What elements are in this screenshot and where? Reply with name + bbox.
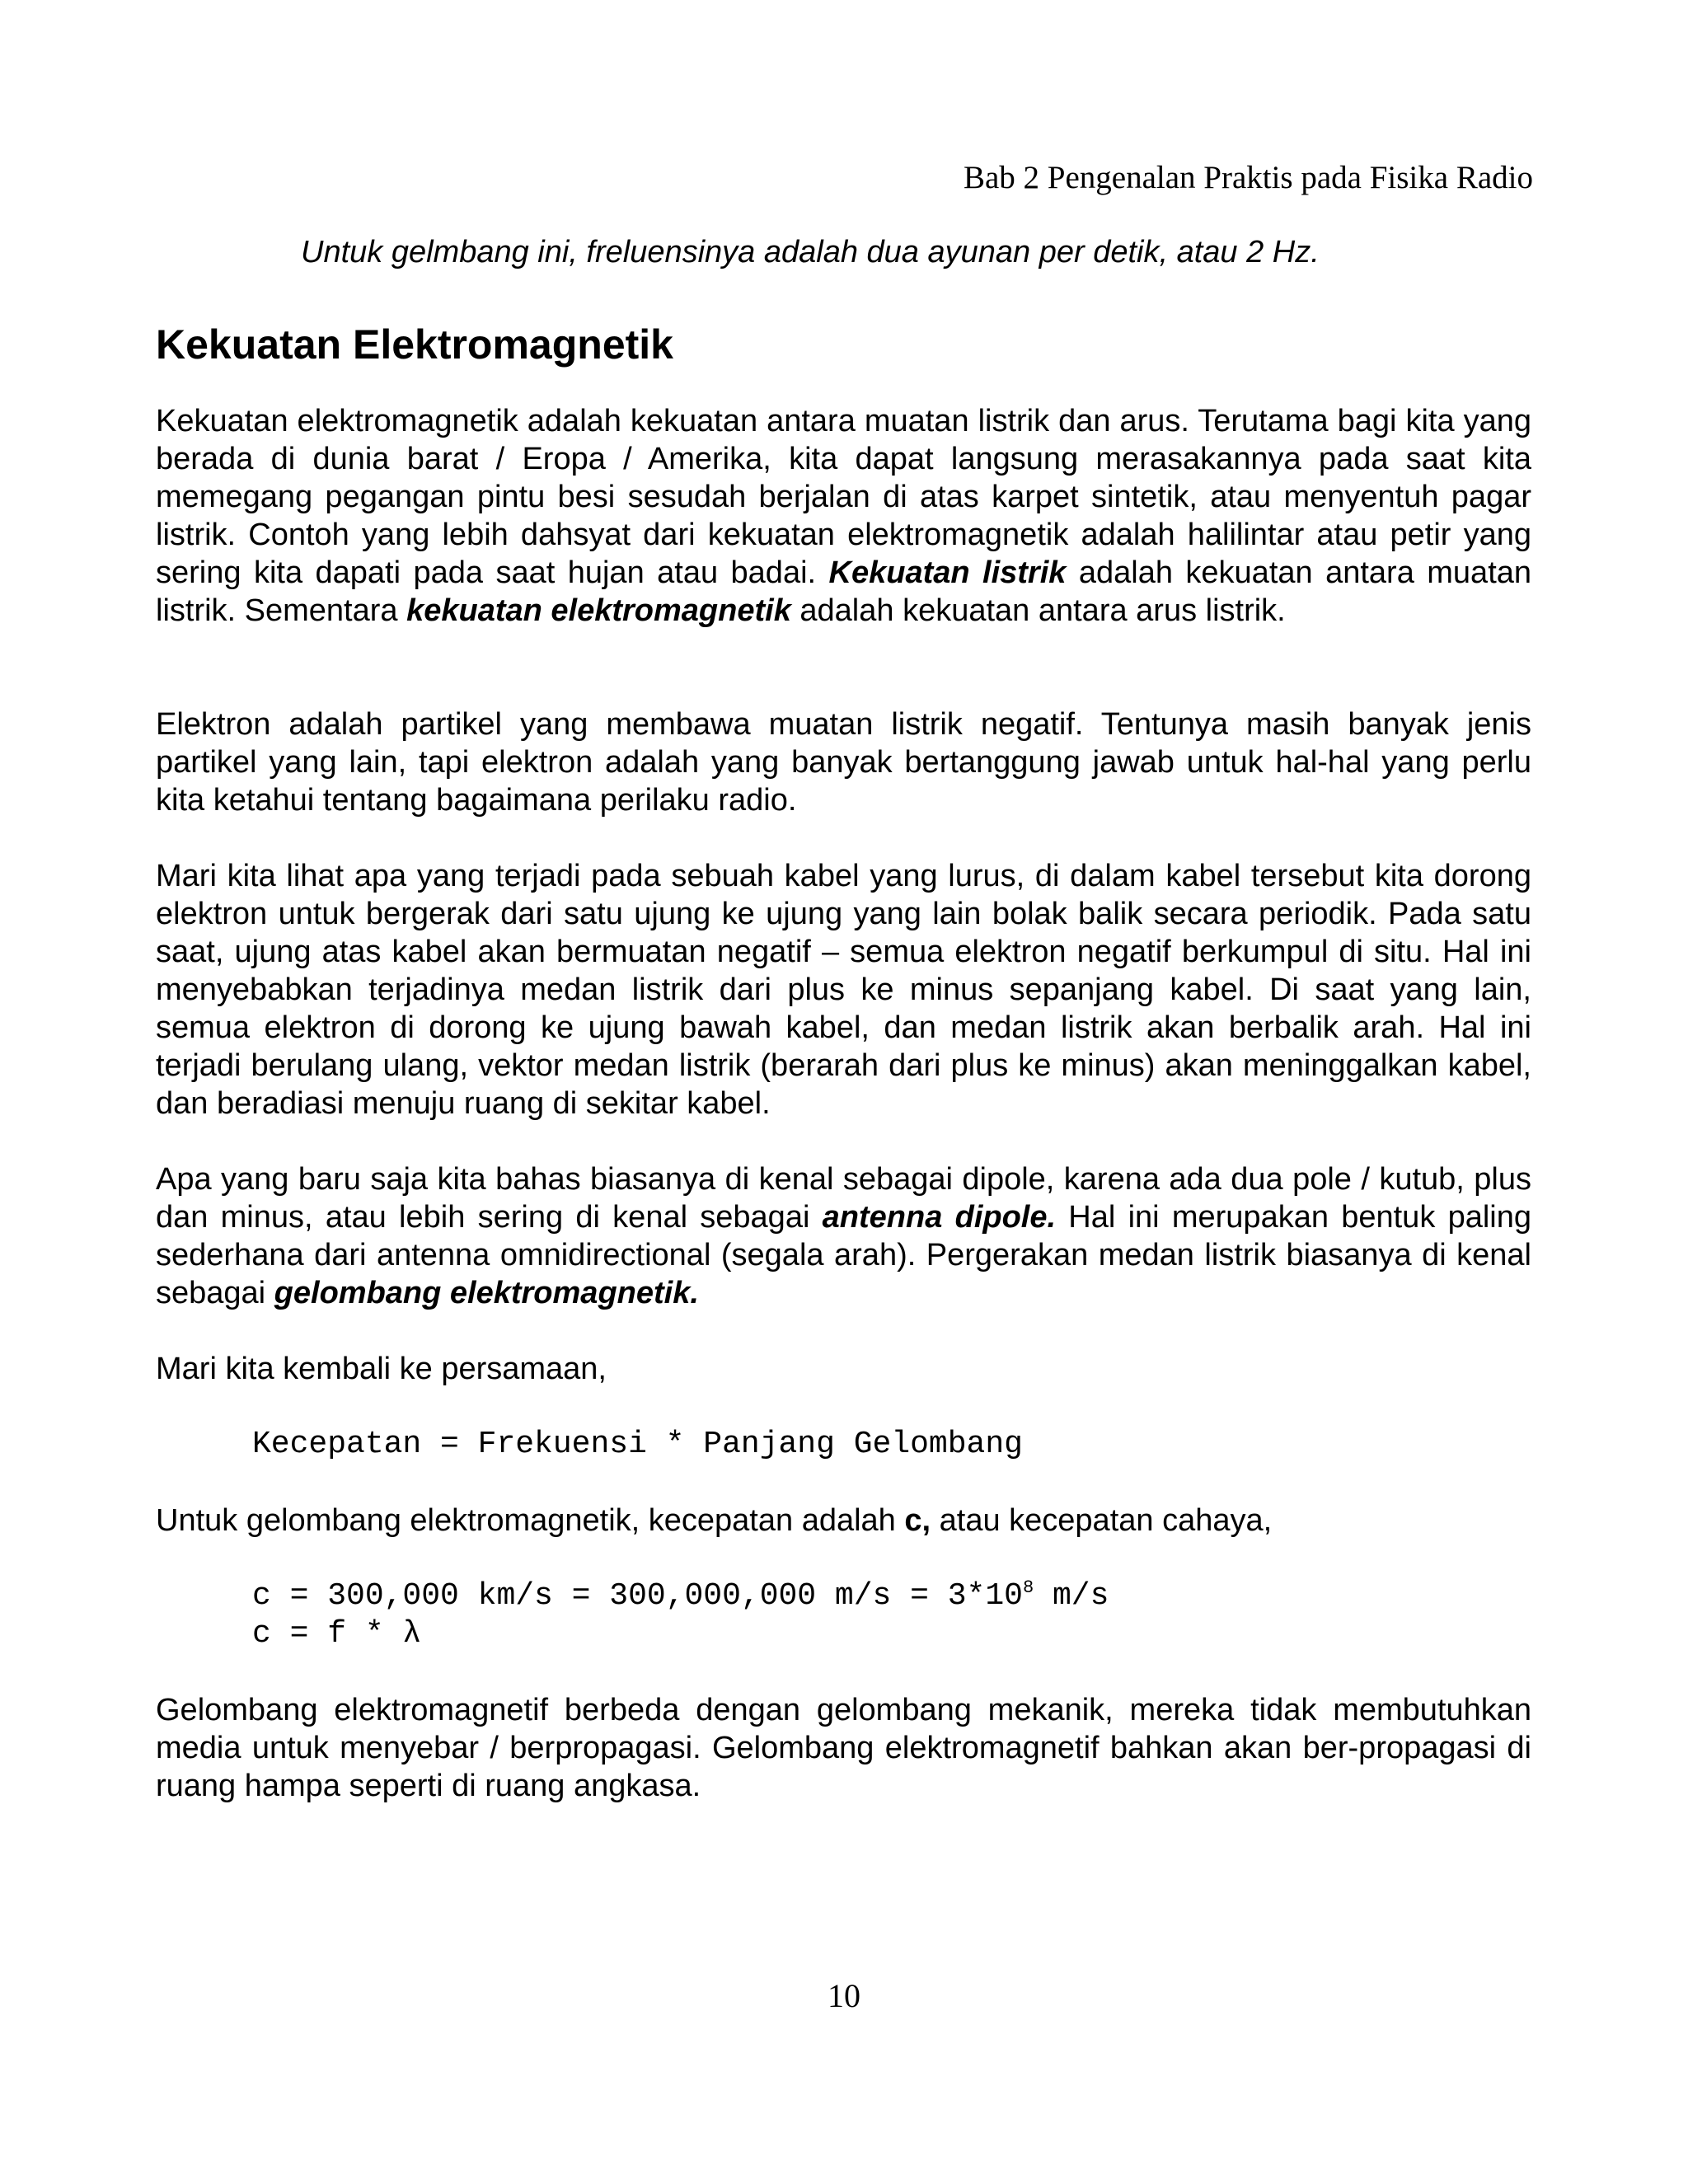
figure-caption: Untuk gelmbang ini, freluensinya adalah dua ayunan per detik, atau 2 Hz. <box>301 235 1320 269</box>
paragraph-light-speed <box>156 1502 1531 1540</box>
paragraph-dipole <box>156 1160 1531 1312</box>
emphasis-term: antenna dipole. <box>822 1200 1057 1235</box>
paragraph-text: Apa yang baru saja kita bahas biasanya di kenal sebagai dipole, karena ada dua pole / kutub, plus dan minus, atau lebih sering di kenal sebagai <box>156 1162 1531 1235</box>
paragraph-text: Hal ini merupakan bentuk paling sederhana dari antenna omnidirectional (segala arah). Pergerakan medan listrik biasanya di kenal sebagai <box>156 1200 1531 1310</box>
paragraph-electromagnetic-force <box>156 402 1531 630</box>
symbol-c: c, <box>904 1503 931 1538</box>
paragraph-electron: Elektron adalah partikel yang membawa muatan listrik negatif. Tentunya masih banyak jenis partikel yang lain, tapi elektron adalah yang banyak bertanggung jawab untuk hal-hal yang perlu kita ketahui tentang bagaimana perilaku radio. <box>156 707 1531 818</box>
equation-text: c = 300,000 km/s = 300,000,000 m/s = 3*10 <box>252 1578 1023 1614</box>
equation-exponent: 8 <box>1022 1577 1034 1598</box>
running-header: Bab 2 Pengenalan Praktis pada Fisika Radio <box>963 160 1533 195</box>
page-number: 10 <box>828 1977 860 2014</box>
paragraph-text: adalah kekuatan antara muatan listrik. Sementara <box>156 555 1532 628</box>
paragraph-text: atau kecepatan cahaya, <box>931 1503 1273 1538</box>
paragraph-wire-experiment: Mari kita lihat apa yang terjadi pada sebuah kabel yang lurus, di dalam kabel tersebut kita dorong elektron untuk bergerak dari satu ujung ke ujung yang lain bolak balik secara periodik. Pada satu saat, ujung atas kabel akan bermuatan negatif – semua elektron negatif berkumpul di situ. Hal ini menyebabkan terjadinya medan listrik dari plus ke minus sepanjang kabel. Di saat yang lain, semua elektron di dorong ke ujung bawah kabel, dan medan listrik akan berbalik arah. Hal ini terjadi berulang ulang, vektor medan listrik (berarah dari plus ke minus) akan meninggalkan kabel, dan beradiasi menuju ruang di sekitar kabel. <box>156 859 1531 1121</box>
paragraph-text: Untuk gelombang elektromagnetik, kecepatan adalah <box>156 1503 905 1538</box>
equation-wavelength: c = f * λ <box>252 1616 422 1652</box>
equation-light-speed <box>252 1577 1109 1615</box>
equation-speed: Kecepatan = Frekuensi * Panjang Gelombang <box>252 1427 1023 1462</box>
paragraph-em-vs-mechanical: Gelombang elektromagnetif berbeda dengan gelombang mekanik, mereka tidak membutuhkan media untuk menyebar / berpropagasi. Gelombang elektromagnetif bahkan akan ber-propagasi di ruang hampa seperti di ruang angkasa. <box>156 1693 1531 1803</box>
paragraph-text: Kekuatan elektromagnetik adalah kekuatan antara muatan listrik dan arus. Terutama bagi kita yang berada di dunia barat / Eropa / Amerika, kita dapat langsung merasakannya pada saat kita memegang pegangan pintu besi sesudah berjalan di atas karpet sintetik, atau menyentuh pagar listrik. Contoh yang lebih dahsyat dari kekuatan elektromagnetik adalah halilintar atau petir yang sering kita dapati pada saat hujan atau badai. <box>156 404 1531 590</box>
equation-text: m/s <box>1034 1578 1109 1614</box>
emphasis-term: Kekuatan listrik <box>828 555 1067 590</box>
paragraph-equation-intro: Mari kita kembali ke persamaan, <box>156 1352 607 1386</box>
emphasis-term: kekuatan elektromagnetik <box>406 593 791 628</box>
section-heading: Kekuatan Elektromagnetik <box>156 321 673 368</box>
emphasis-term: gelombang elektromagnetik. <box>274 1276 699 1310</box>
paragraph-text: adalah kekuatan antara arus listrik. <box>790 593 1286 628</box>
